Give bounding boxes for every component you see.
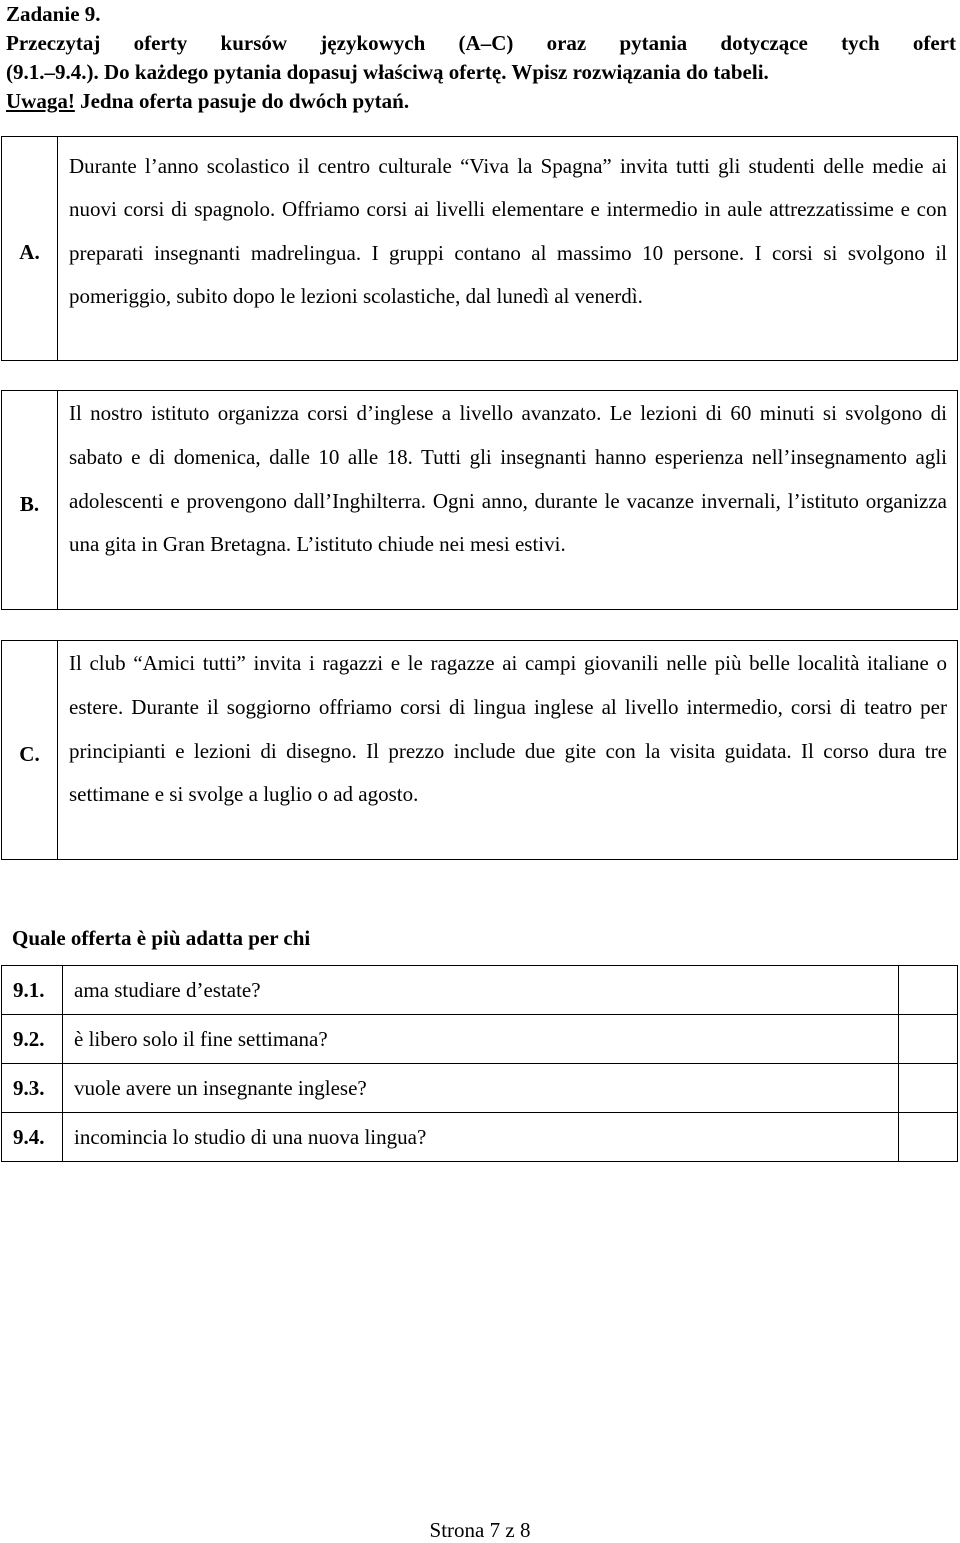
question-number: 9.4.: [2, 1113, 63, 1162]
table-row: [2, 1015, 958, 1064]
offer-b: [1, 390, 958, 610]
task-instruction-line-1: Przeczytaj oferty kursów językowych (A–C) oraz pytania dotyczące tych ofert: [6, 31, 956, 55]
offer-body: [58, 641, 957, 859]
question-number: 9.2.: [2, 1015, 63, 1064]
task-header: [6, 0, 956, 116]
questions-table: [1, 965, 958, 1162]
offer-text: Durante l’anno scolastico il centro culturale “Viva la Spagna” invita tutti gli studenti delle medie ai nuovi corsi di spagnolo. Offriamo corsi ai livelli elementare e intermedio in aule attrezzatissime e con preparati insegnanti madrelingua. I gruppi contano al massimo 10 persone. I corsi si svolgono il pomeriggio, subito dopo le lezioni scolastiche, dal lunedì al venerdì.: [69, 154, 947, 309]
task-note: [6, 87, 956, 116]
offer-letter: A.: [2, 137, 58, 360]
page-number: Strona 7 z 8: [429, 1518, 531, 1542]
note-label: Uwaga!: [6, 89, 75, 113]
answer-cell[interactable]: [899, 1064, 958, 1113]
table-row: [2, 966, 958, 1015]
answer-cell[interactable]: [899, 966, 958, 1015]
offer-letter: B.: [2, 391, 58, 609]
table-row: [2, 1113, 958, 1162]
offer-text: Il club “Amici tutti” invita i ragazzi e le ragazze ai campi giovanili nelle più belle località italiane o estere. Durante il soggiorno offriamo corsi di lingua inglese al livello intermedio, corsi di teatro per principianti e lezioni di disegno. Il prezzo include due gite con la visita guidata. Il corso dura tre settimane e si svolge a luglio o ad agosto.: [69, 651, 947, 807]
offer-letter: C.: [2, 641, 58, 859]
task-instruction-line-2: (9.1.–9.4.). Do każdego pytania dopasuj właściwą ofertę. Wpisz rozwiązania do tabeli.: [6, 60, 769, 84]
offer-body: [58, 137, 957, 360]
question-number: 9.1.: [2, 966, 63, 1015]
offer-text: Il nostro istituto organizza corsi d’inglese a livello avanzato. Le lezioni di 60 minuti si svolgono di sabato e di domenica, dalle 10 alle 18. Tutti gli insegnanti hanno esperienza nell’insegnamento agli adolescenti e provengono dall’Inghilterra. Ogni anno, durante le vacanze invernali, l’istituto organizza una gita in Gran Bretagna. L’istituto chiude nei mesi estivi.: [69, 401, 947, 557]
answer-cell[interactable]: [899, 1015, 958, 1064]
question-number: 9.3.: [2, 1064, 63, 1113]
note-text: Jedna oferta pasuje do dwóch pytań.: [74, 89, 410, 113]
task-title: Zadanie 9.: [6, 2, 101, 26]
question-text: incomincia lo studio di una nuova lingua?: [63, 1113, 899, 1162]
answer-cell[interactable]: [899, 1113, 958, 1162]
question-text: è libero solo il fine settimana?: [63, 1015, 899, 1064]
question-text: ama studiare d’estate?: [63, 966, 899, 1015]
question-text: vuole avere un insegnante inglese?: [63, 1064, 899, 1113]
questions-heading: Quale offerta è più adatta per chi: [12, 926, 311, 950]
offer-c: [1, 640, 958, 860]
offer-body: [58, 391, 957, 609]
offer-a: [1, 136, 958, 361]
table-row: [2, 1064, 958, 1113]
